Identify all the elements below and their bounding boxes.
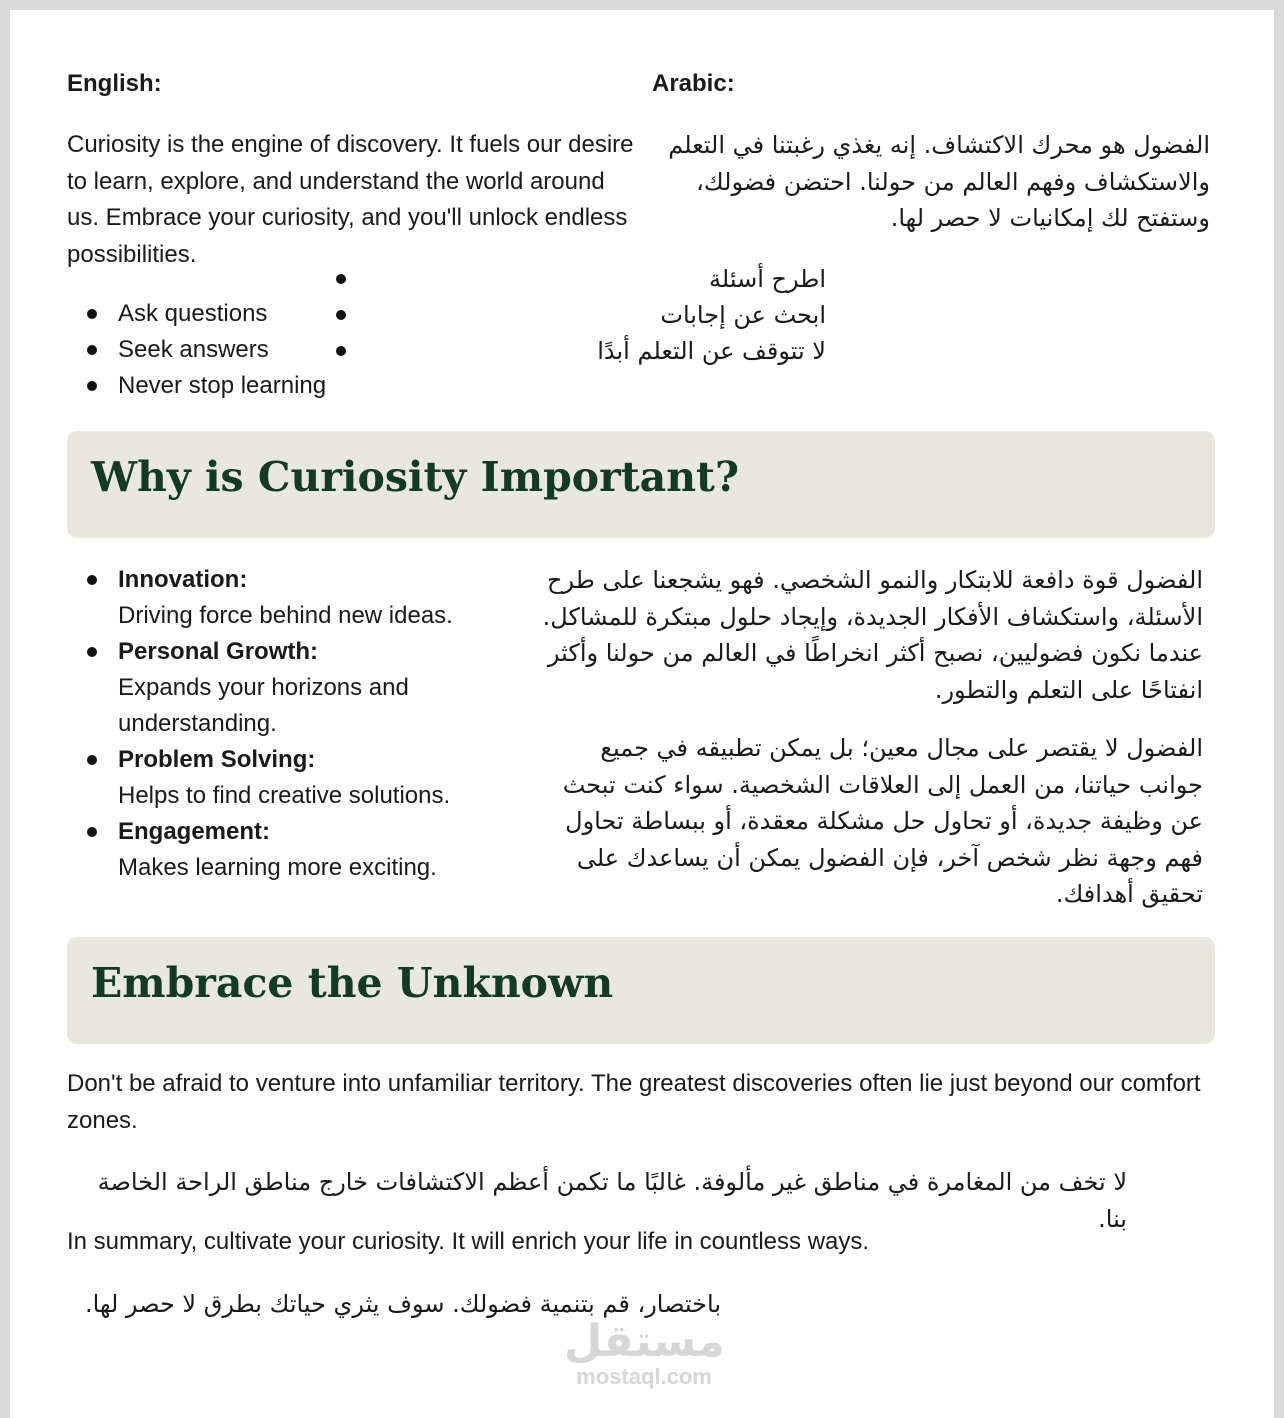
feature-title: Engagement:	[118, 818, 271, 845]
feature-title: Innovation:	[118, 566, 248, 593]
arabic-bullet-list	[46, 261, 870, 369]
feature-list	[67, 562, 497, 886]
list-item: Ask questions	[67, 296, 627, 332]
feature-title: Personal Growth:	[118, 638, 319, 665]
document-page	[10, 10, 1274, 1418]
list-item	[67, 562, 497, 634]
list-item: Never stop learning	[67, 368, 627, 404]
feature-description: Makes learning more exciting.	[118, 854, 437, 881]
feature-description: Expands your horizons and understanding.	[118, 674, 409, 737]
watermark-url: mostaql.com	[576, 1364, 712, 1389]
english-label: English:	[67, 70, 162, 97]
watermark-logo: مستقل	[564, 1316, 725, 1367]
list-item	[67, 814, 497, 886]
section-banner-why	[67, 431, 1215, 538]
english-summary: In summary, cultivate your curiosity. It will enrich your life in countless ways.	[67, 1228, 870, 1255]
list-item: Seek answers	[67, 332, 627, 368]
english-intro-text: Curiosity is the engine of discovery. It fuels our desire to learn, explore, and understand the world around us. Embrace your curiosity, and you'll unlock endless possibilities.	[67, 131, 634, 268]
list-item: اطرح أسئلة	[46, 261, 870, 297]
feature-title: Problem Solving:	[118, 746, 316, 773]
list-item: لا تتوقف عن التعلم أبدًا	[46, 333, 870, 369]
arabic-intro-text: الفضول هو محرك الاكتشاف. إنه يغذي رغبتنا في التعلم والاستكشاف وفهم العالم من حولنا. احتضن فضولك، وستفتح لك إمكانيات لا حصر لها.	[668, 131, 1210, 232]
section-banner-unknown	[67, 937, 1215, 1044]
list-item	[67, 634, 497, 742]
arabic-summary: باختصار، قم بتنمية فضولك. سوف يثري حياتك بطرق لا حصر لها.	[84, 1290, 721, 1318]
list-item	[67, 742, 497, 814]
arabic-why-paragraph-2: الفضول لا يقتصر على مجال معين؛ بل يمكن تطبيقه في جميع جوانب حياتنا، من العمل إلى العلاقات الشخصية. سواء كنت تبحث عن وظيفة جديدة، أو تحاول حل مشكلة معقدة، أو ببساطة تحاول فهم وجهة نظر شخص آخر، فإن الفضول يمكن أن يساعدك على تحقيق أهدافك.	[562, 734, 1203, 908]
section-heading: Why is Curiosity Important?	[91, 453, 739, 501]
arabic-unknown-paragraph: لا تخف من المغامرة في مناطق غير مألوفة. غالبًا ما تكمن أعظم الاكتشافات خارج مناطق الراحة الخاصة بنا.	[97, 1168, 1127, 1233]
arabic-why-paragraph-1: الفضول قوة دافعة للابتكار والنمو الشخصي. فهو يشجعنا على طرح الأسئلة، واستكشاف الأفكار الجديدة، وإيجاد حلول مبتكرة للمشاكل. عندما نكون فضوليين، نصبح أكثر انخراطًا في العالم من حولنا وأكثر انفتاحًا على التعلم والتطور.	[542, 566, 1203, 704]
section-heading: Embrace the Unknown	[91, 959, 614, 1007]
feature-description: Driving force behind new ideas.	[118, 602, 453, 629]
feature-description: Helps to find creative solutions.	[118, 782, 451, 809]
arabic-label: Arabic:	[652, 70, 735, 97]
english-unknown-paragraph: Don't be afraid to venture into unfamiliar territory. The greatest discoveries often lie just beyond our comfort zones.	[67, 1070, 1201, 1134]
list-item: ابحث عن إجابات	[46, 297, 870, 333]
